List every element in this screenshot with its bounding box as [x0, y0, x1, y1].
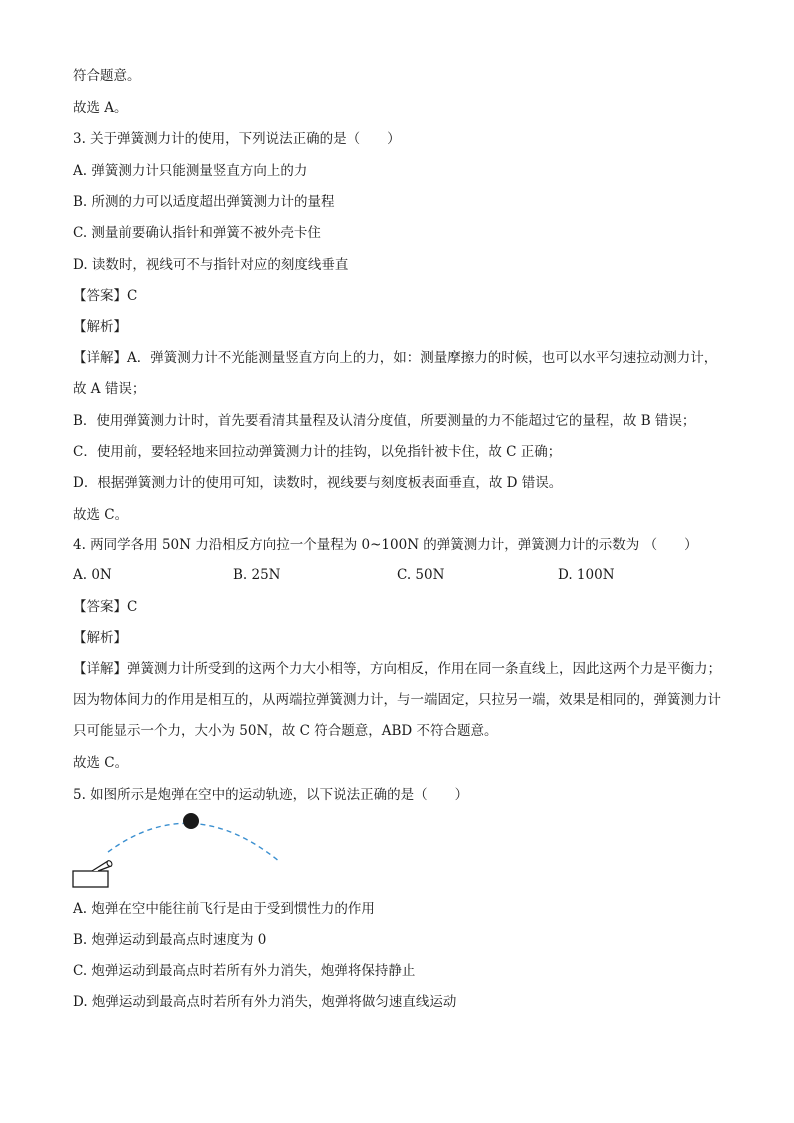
question-5-option-d: D. 炮弹运动到最高点时若所有外力消失，炮弹将做匀速直线运动 [73, 994, 457, 1010]
text-line: 符合题意。 [73, 68, 141, 84]
question-4-option-c: C. 50N [397, 567, 445, 583]
question-4-answer [73, 598, 137, 616]
question-3-option-c: C. 测量前要确认指针和弹簧不被外壳卡住 [73, 225, 321, 241]
question-4-option-a: A. 0N [73, 567, 112, 583]
question-5-option-c: C. 炮弹运动到最高点时若所有外力消失，炮弹将保持静止 [73, 963, 416, 979]
question-4-option-d: D. 100N [558, 567, 615, 583]
cannon-icon [73, 860, 113, 887]
question-3-option-b: B. 所测的力可以适度超出弹簧测力计的量程 [73, 194, 335, 210]
explanation-tag: 【详解】 [73, 661, 127, 677]
question-3-option-d: D. 读数时，视线可不与指针对应的刻度线垂直 [73, 257, 349, 273]
answer-conclusion: 故选 A。 [73, 100, 128, 116]
question-4-analysis-tag: 【解析】 [73, 630, 127, 646]
question-5-option-b: B. 炮弹运动到最高点时速度为 0 [73, 932, 267, 948]
answer-value: C [127, 599, 138, 615]
question-4-option-b: B. 25N [233, 567, 281, 583]
question-3-option-a: A. 弹簧测力计只能测量竖直方向上的力 [73, 163, 308, 179]
question-3-explanation-a [73, 343, 721, 405]
question-3-explanation-b: B．使用弹簧测力计时，首先要看清其量程及认清分度值，所要测量的力不能超过它的量程，故 B 错误； [73, 413, 696, 429]
explanation-text: A．弹簧测力计不光能测量竖直方向上的力，如：测量摩擦力的时候，也可以水平匀速拉动测力计，故 A 错误； [73, 350, 718, 397]
question-3-explanation-d: D．根据弹簧测力计的使用可知，读数时，视线要与刻度板表面垂直，故 D 错误。 [73, 475, 563, 491]
question-3-analysis-tag: 【解析】 [73, 319, 127, 335]
question-3-stem: 3. 关于弹簧测力计的使用，下列说法正确的是（ ） [73, 131, 401, 147]
cannonball [183, 813, 199, 829]
question-5-stem: 5. 如图所示是炮弹在空中的运动轨迹，以下说法正确的是（ ） [73, 787, 469, 803]
question-4-explanation [73, 654, 721, 747]
question-5-option-a: A. 炮弹在空中能往前飞行是由于受到惯性力的作用 [73, 901, 375, 917]
explanation-text: 弹簧测力计所受到的这两个力大小相等，方向相反，作用在同一条直线上，因此这两个力是平衡力；因为物体间力的作用是相互的，从两端拉弹簧测力计，与一端固定，只拉另一端，效果是相同的，弹簧测力计只可能显示一个力，大小为 50N，故 C 符合题意，ABD 不符合题意。 [73, 661, 721, 739]
question-3-conclusion: 故选 C。 [73, 507, 129, 523]
answer-tag: 【答案】 [73, 288, 127, 304]
question-3-answer [73, 287, 137, 305]
question-4-stem: 4. 两同学各用 50N 力沿相反方向拉一个量程为 0~100N 的弹簧测力计，弹簧测力计的示数为 （ ） [73, 537, 698, 553]
question-4-conclusion: 故选 C。 [73, 755, 129, 771]
answer-tag: 【答案】 [73, 599, 127, 615]
explanation-tag: 【详解】 [73, 350, 127, 366]
answer-value: C [127, 288, 138, 304]
question-3-explanation-c: C．使用前，要轻轻地来回拉动弹簧测力计的挂钩，以免指针被卡住，故 C 正确； [73, 444, 562, 460]
trajectory-path [108, 823, 280, 862]
cannon-trajectory-figure [70, 808, 290, 892]
